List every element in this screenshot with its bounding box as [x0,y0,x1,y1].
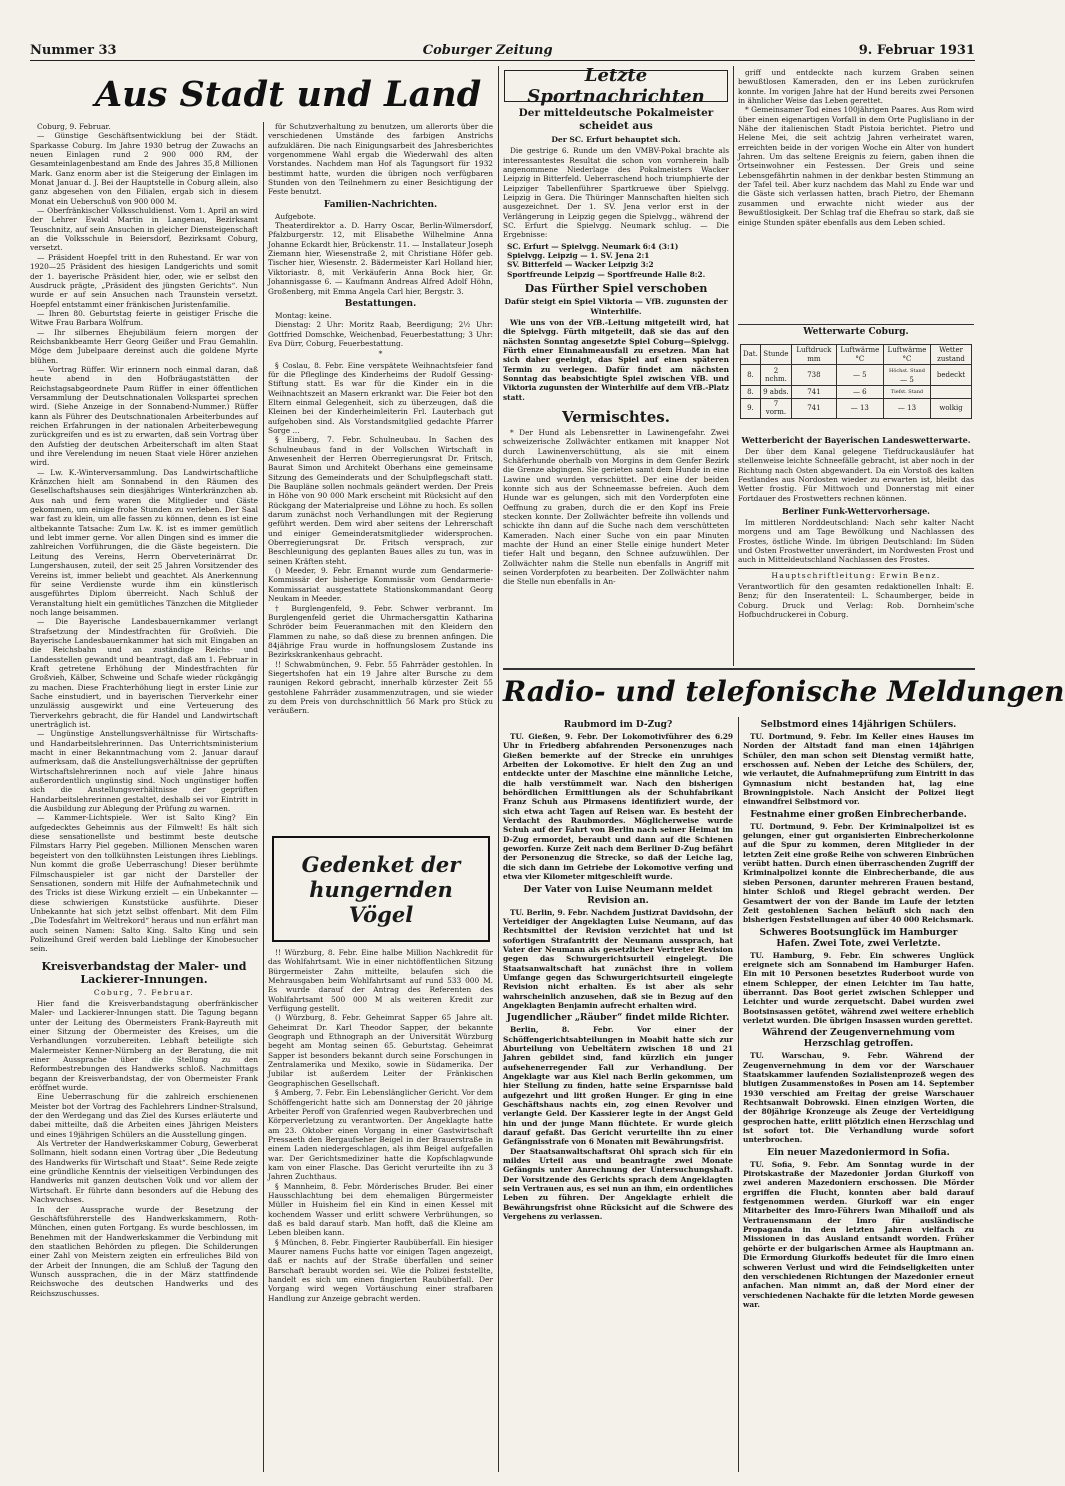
weather-table-header: Luftwärme °C [836,345,883,365]
news-item: !! Würzburg, 8. Febr. Eine halbe Million Nachkredit für das Wohlfahrtsamt. Wie in einer nichtöffentlichen Sitzung Bürgermeister Zahn mitteilte, belaufen sich die Mehrausgaben beim Wohlfahrtsamt auf rund 533 000 M. Es wurde darauf der Antrag des Referenten des Wohlfahrtsamt 500 000 M als weiteren Kredit zur Verfügung gestellt. [268,948,493,1014]
sport-headline: Der mitteldeutsche Pokalmeister scheidet aus [518,107,714,132]
masthead [30,40,975,58]
fuerth-text: Wie uns von der VfB.-Leitung mitgeteilt wird, hat die Spielvgg. Fürth mitgeteilt, daß sie das auf den nächsten Sonntag angesetzte Spiel Coburg—Spielvgg. Fürth einer Einnahmeausfall zu ersetzen. Man hat sich daher geeinigt, das Spiel auf einen späteren Termin zu verlegen. Dafür findet am nächsten Sonntag das beabsichtigte Spiel zwischen VfB. und Viktoria zugunsten der Winterhilfe auf dem VfB.-Platz statt. [503,317,729,402]
news-item: — Präsident Hoepfel tritt in den Ruhestand. Er war von 1920—25 Präsident des hiesigen Landgerichts und somit der 1. bayerische Präsident hier, oder, wie er selbst den Ausdruck prägte, „Präsident des jüngsten Gerichts“. Nun wurde er auf sein Ansuchen nach Traunstein versetzt. Hoepfel entstammt einer fränkischen Juristenfamilie. [30,252,258,309]
weather-table-cell: 2 nchm. [760,365,791,386]
news-item: () Würzburg, 8. Febr. Geheimrat Sapper 65 Jahre alt. Geheimrat Dr. Karl Theodor Sapper, der bekannte Geograph und Ethnograph an der Universität Würzburg begeht am Montag seinen 65. Geburtstag. Geheimrat Sapper ist besonders bekannt durch seine Forschungen in Zentralamerika und Mexiko, sowie in Südamerika. Der Jubilar ist außerdem Leiter der Fränkischen Geographischen Gesellschaft. [268,1013,493,1088]
news-item: — Ihren 80. Geburtstag feierte in geistiger Frische die Witwe Frau Barbara Wolfrum. [30,308,258,328]
weather-table-cell: bedeckt [931,365,972,386]
radio-headline: Schweres Bootsunglück im Hamburger Hafen. Zwei Tote, zwei Verletzte. [759,927,958,949]
radio-paragraph: TU. Sofia, 9. Febr. Am Sonntag wurde in der Pirotskastraße der Mazedonier Jordan Giurkoff von zwei anderen Mazedoniern erschossen. Die Mörder ergriffen die Flucht, konnten aber bald darauf festgenommen werden. Giurkoff war ein enger Mitarbeiter des Imro-Führers Iwan Mihailoff und als Vertrauensmann der Imro für ausländische Propaganda in den letzten Jahren vielfach zu Missionen in das Ausland entsandt worden. Früher gehörte er der bulgarischen Armee als Hauptmann an. Die Ermordung Giurkoffs bedeutet für die Imro einen schweren Verlust und wird die Feindseligkeiten unter den verschiedenen Richtungen der Mazedonier erneut anfachen. Man nimmt an, daß der Mord einer der verschiedenen Nachakte für die letzten Morde gewesen war. [743,1159,974,1309]
news-item: — Oberfränkischer Volksschuldienst. Vom 1. April an wird der Lehrer Ewald Martin in Langenau, Bezirksamt Teuschnitz, auf sein Ansuchen in gleicher Diensteigenschaft an die Volksschule in Beiersdorf, Bezirksamt Coburg, versetzt. [30,206,258,253]
radio-title: Radio- und telefonische Meldungen [503,675,1065,708]
radio-headline: Selbstmord eines 14jährigen Schülers. [760,720,957,730]
column-1 [30,122,258,1472]
news-item: § München, 8. Febr. Fingierter Raubüberfall. Ein hiesiger Maurer namens Fuchs hatte vor einigen Tagen angezeigt, daß er nachts auf der Straße überfallen und seiner Barschaft beraubt worden sei. Wie die Polizei feststellte, handelt es sich um einen fingierten Raubüberfall. Der Vorgang wird wegen Vortäuschung einer strafbaren Handlung zur Anzeige gebracht werden. [268,1237,493,1303]
wetterbericht-heading: Wetterbericht der Bayerischen Landeswetterwarte. [741,435,971,445]
news-item: () Meeder, 9. Febr. Ernannt wurde zum Gendarmerie-Kommissär der bisherige Kommissär vom Gendarmerie-Kommissariat ausgestattete Stationskommandant Georg Neukam in Meeder. [268,566,493,604]
imprint-line-2: Verantwortlich für den gesamten redaktionellen Inhalt: E. Benz; für den Inseratenteil: L. Schaumberger, beide in Coburg. Druck und Verlag: Rob. Dornheim'sche Hofbuchdruckerei in Coburg. [738,582,974,620]
bestattungen-heading: Bestattungen. [344,298,417,309]
weather-mini-label: Tiefst. Stand [890,389,924,395]
weather-table-cell [931,386,972,399]
article-paragraph: Als Vertreter der Handwerkskammer Coburg, Gewerberat Sollmann, hielt sodann einen Vortrag über „Die Bedeutung des Handwerks für Wirtschaft und Staat“. Seine Rede zeigte eine gründliche Kenntnis der vielseitigen Verbindungen des Handwerks mit ganzen deutschen Volk und vor allem der Wirtschaft. Er führte dann besonders auf die Hebung des Nachwuchses. [30,1139,258,1205]
weather-table-row [741,398,972,418]
weather-table-cell: 8. [741,365,761,386]
vermischtes-item: * Der Hund als Lebensretter in Lawinengefahr. Zwei schweizerische Zollwächter entkamen mit knapper Not durch Lawinenverschüttung, als sie mit einem Schäferhunde oberhalb von Morgins in dem Genfer Bezirk die Grenze abgingen. Sie gerieten samt dem Hunde in eine Lawine und wurden verschüttet. Der eine der beiden konnte sich aus der Schneemasse befreien. Auch dem Hunde war es gelungen, sich mit den Vorderpfoten eine Oeffnung zu graben, durch die er den Kopf ins Freie stecken konnte. Der Zollwächter befreite ihn vollends und schickte ihn dann auf die Suche nach dem verschütteten Kameraden. Nach einer Suche von ein paar Minuten machte der Hund an einer Stelle einige hundert Meter tiefer Halt und begann, den Schnee aufzuwühlen. Der Zollwächter nahm die Stelle nun ebenfalls in Angriff mit seinen Vorderpfoten zu bearbeiten. Der Zollwächter nahm die Stelle nun ebenfalls in An- [503,427,729,587]
funk-text: Im mittleren Norddeutschland: Nach sehr kalter Nacht morgens und am Tage Bewölkung und Nachlassen des Frostes, östliche Winde. Im übrigen Deutschland: Im Süden und Osten Frostwetter unverändert, im Nordwesten Frost und auch in Mitteldeutschland Nachlassen des Frostes. [738,518,974,565]
news-item: — Ihr silbernes Ehejubiläum feiern morgen der Reichsbankbeamte Herr Georg Geißer und Frau Gemahlin. Möge dem Jubelpaare dereinst auch die goldene Myrte blühen. [30,327,258,365]
sport-title-box [504,65,728,107]
column-rule [498,66,499,1472]
news-item: § Coslau, 8. Febr. Eine verspätete Weihnachtsfeier fand für die Pfleglinge des Kinderheims der Rudolf Gessing-Stiftung statt. Es war für die Kinder ein in die Weihnachtszeit an Masern erkrankt war. Die Feier bot den Eltern einmal Gelegenheit, sich zu überzeugen, daß die Kleinen bei der Kinderheimleiterin Frl. Lauterbach gut aufgehoben sind. Als Vorstandsmitglied gedachte Pfarrer Sorge ... [268,360,493,435]
header-rule [30,60,975,61]
imprint-line-1: Hauptschriftleitung: Erwin Benz. [771,570,941,580]
weather-table-cell [883,386,930,399]
news-item: — Ungünstige Anstellungsverhältnisse für Wirtschafts- und Handarbeitslehrerinnen. Das Unterrichtsministerium macht in einer Bekanntmachung vom 2. Januar darauf aufmerksam, daß die Anstellungsverhältnisse der geprüften Wirtschaftslehrerinnen noch auf viele Jahre hinaus außerordentlich ungünstig sind. Noch ungünstiger hoffen sich die Anstellungsverhältnisse der geprüften Handarbeitslehrerinnen gestaltet, deshalb sei vor Eintritt in die Ausbildung zur Ablegung der Prüfung zu warnen. [30,729,258,814]
rule [738,324,974,325]
sport-result-line: SV. Bitterfeld — Wacker Leipzig 3:2 [507,260,654,270]
weather-table-row [741,365,972,386]
news-item: § Amberg, 7. Febr. Ein Lebenslänglicher Gericht. Vor dem Schöffengericht hatte sich am Donnerstag der 20 jährige Arbeiter Peroff von Grafenried wegen Raubverbrechen und Körperverletzung zu verantworten. Der Angeklagte hatte am 23. Oktober einen Vorgang in einer Gastwirtschaft Pressaeth den Bergaufseher Beigel in der Brauerstraße in einem Laden niedergeschlagen, als ihm Beigel aufgefallen war. Der Gerichtsmediziner hatte die Kopfschlagwunde kam von einer Flasche. Das Gericht verurteilte ihn zu 3 Jahren Zuchthaus. [268,1088,493,1182]
news-item: § Einberg, 7. Febr. Schulneubau. In Sachen des Schulneubaus fand in der Vollschen Wirtschaft in Anwesenheit der Herren Oberregierungsrat Dr. Fritsch, Baurat Simon und Architekt Oberhans eine gemeinsame Sitzung des Gemeinderats und der Schulpflegschaft statt. Die Baupläne sollen nochmals geändert werden. Der Preis in Höhe von 90 000 Mark erscheint mit Rücksicht auf den Rückgang der Materialpreise und Löhne zu hoch. Es sollen darum zunächst noch Verhandlungen mit der Regierung geführt werden. Dem wird aber seitens der Lehrerschaft und einiger Gemeinderatsmitglieder widersprochen. Oberregierungsrat Dr. Fritsch versprach, zur Beschleunigung des geplanten Baues alles zu tun, was in seinen Kräften steht. [268,435,493,566]
radio-headline: Festnahme einer großen Einbrecherbande. [750,809,967,820]
radio-headline: Während der Zeugenvernehmung vom Herzschlag getroffen. [762,1028,955,1050]
fuerth-subhead: Dafür steigt ein Spiel Viktoria — VfB. zugunsten der Winterhilfe. [504,297,728,316]
weather-table-cell: — 13 [883,398,930,418]
wetterbericht-text: Der über dem Kanal gelegene Tiefdruckausläufer hat stellenweise leichte Schneefälle gebracht, ist aber noch in der Richtung nach Osten abgewandert. Da ein Vorstoß des kalten Festlandes aus Nordosten wieder zu erwarten ist, bleibt das Wetter frostig. Für Mittwoch und Donnerstag mit einer Fortdauer des Frostwetters rechnen können. [738,447,974,503]
section-title-aus-stadt-und-land: Aus Stadt und Land [95,74,482,115]
weather-table-cell: — 13 [836,398,883,418]
radio-paragraph: TU. Warschau, 9. Febr. Während der Zeugenvernehmung in dem vor der Warschauer Staatskammer laufenden Sozialistenprozeß wegen des blutigen Zusammenstoßes in Posen am 14. September 1930 verschied am Freitag der greise Warschauer Rechtsanwalt Dobrowski. Einen einzigen Worten, die der 80jährige Kronzeuge als Zeuge der Verteidigung gesprochen hatte, erlitt plötzlich einen Herzschlag und ist sofort tot. Die Verhandlung wurde sofort unterbrochen. [743,1051,974,1145]
newspaper-name: Coburger Zeitung [422,43,553,58]
weather-table-cell: 9. [741,398,761,418]
weather-table-cell: 741 [792,386,837,399]
divider-star: * [378,349,383,359]
news-item: — Lw. K.-Winterversammlung. Das Landwirtschaftliche Kränzchen hielt am Sonnabend in den Räumen des Gesellschaftshauses sein diesjähriges Winterkränzchen ab. Aus nah und fern waren die Mitglieder und Gäste gekommen, um einige frohe Stunden zu verleben. Der Saal war fast zu klein, um alle fassen zu können, denn es ist eine altbekannte Tatsache: Zum Lw. K. ist es immer gemütlich und lebt immer gerne. Vor allen Dingen sind es immer die zahlreichen Vorführungen, die die Gäste begeistern. Die Leitung des Vereins, Herrn Oberveterinärrat Dr. Lungershausen, zuteil, der seit 25 Jahren Vorsitzender des Vereins ist, immer beliebt und geachtet. Als Anerkennung für seine Verdienste wurde ihm ein künstlerisch ausgeführtes Diplom überreicht. Nach Schluß der Veranstaltung hielt ein gemütliches Tänzchen die Mitglieder noch lange beisammen. [30,467,258,617]
familien-heading: Familien-Nachrichten. [323,199,438,210]
radio-paragraph: Berlin, 8. Febr. Vor einer der Schöffengerichtsabteilungen in Moabit hatte sich zur Aburteilung von Uebeltätern zwischen 18 und 21 Jahren gebildet sind, fand kürzlich ein junger aufsehenerregender Fall zur Verhandlung. Der Angeklagte war aus Kiel nach Berlin gekommen, um hier Stellung zu finden, hatte seine Ersparnisse bald aufgezehrt und litt großen Hunger. Er ging in eine Geschäftshaus nachts ein, zog einen Revolver und verlangte Geld. Der Kassierer legte in der Angst Geld hin und der junge Mann flüchtete. Er wurde gleich darauf gefaßt. Das Gericht verurteilte ihn zu einer Gefängnisstrafe von 6 Monaten mit Bewährungsfrist. [503,1025,733,1147]
article-paragraph: In der Aussprache wurde der Besetzung der Geschäftsführerstelle des Handwerkskammern, Roth-München, einen guten Fortgang. Es wurde beschlossen, im Benehmen mit der Handwerkskammer die Verbindung mit den staatlichen Behörden zu pflegen. Die Schilderungen einer Zahl von Meistern zeigten ein erfreuliches Bild von der Arbeit der Innungen, die am Schluß der Tagung den Wunsch aussprachen, die in der März stattfindende Reichswoche des deutschen Handwerks und des Reichszuschusses. [30,1204,258,1298]
radio-headline: Ein neuer Mazedoniermord in Sofia. [767,1147,950,1158]
weather-table-cell: 738 [792,365,837,386]
fuerth-headline: Das Fürther Spiel verschoben [524,282,708,296]
weather-table-cell: wolkig [931,398,972,418]
kreis-dateline: Coburg, 7. Februar. [93,987,195,997]
sport-result-line: Spielvgg. Leipzig — 1. SV. Jena 2:1 [507,251,650,261]
column-rule [263,122,264,1472]
weather-table-cell: 741 [792,398,837,418]
radio-paragraph: TU. Hamburg, 9. Febr. Ein schweres Unglück ereignete sich am Sonnabend im Hamburger Hafen. Ein mit 10 Personen besetztes Ruderboot wurde von einem Schlepper, der einen Leichter im Tau hatte, überrannt. Das Boot geriet zwischen Schlepper und Leichter und wurde zerquetscht. Dabei wurden zwei Bootsinsassen getötet, während zwei weitere erheblich verletzt wurden. Die übrigen Insassen wurden gerettet. [743,950,974,1025]
weather-table-row [741,386,972,399]
ad-line-2: hungernden Vögel [309,876,453,927]
sport-paragraph: Die gestrige 6. Runde um den VMBV-Pokal brachte als interessantestes Resultat die schon von vornherein halb angenommene Niederlage des Pokalmeisters Wacker Leipzig in Bitterfeld. Ueberraschend hoch triumphierte der Leipziger Tabellenführer Spartkruewe über Spielvgg. Leipzig in Gera. Die Thüringer Mannschaften hielten sich ausgezeichnet. Der 1. SV. Jena verlor erst in der Verlängerung in Leipzig gegen die Spielvgg., während der SC. Erfurt die Spielvgg. Neumark schlug. — Die Ergebnisse: [503,146,729,240]
news-item: !! Schwabmünchen, 9. Febr. 55 Fahrräder gestohlen. In Siegertshofen hat ein 19 Jahre alter Bursche zu dem raunigen Rekord gebracht, innerhalb kürzester Zeit 55 gestohlene Fahrräder zusammenzutragen, und sie wieder zu dem Preis von durchschnittlich 56 Mark pro Stück zu veräußern. [268,659,493,716]
wetterwarte-heading-wrap [738,327,974,341]
vermischtes-heading: Vermischtes. [562,407,670,426]
kreis-headline: Kreisverbandstag der Maler- und Lackierer-Innungen. [41,959,247,986]
column-2-top [268,122,493,830]
radio-column-2 [743,717,974,1472]
ad-line-1: Gedenket der [301,851,461,877]
weather-table-cell [883,365,930,386]
sport-title: Letzte Sportnachrichten [527,65,705,107]
weather-table-cell: — 6 [836,386,883,399]
bestattungen-entry: Montag: keine. [275,310,332,320]
rule [503,668,975,670]
column-4-top [738,68,974,318]
column-rule [738,717,739,1472]
funk-heading: Berliner Funk-Wettervorhersage. [782,506,930,517]
column-2-bottom [268,948,493,1472]
weather-table-header: Wetter zustand [931,345,972,365]
news-item: * Gemeinsamer Tod eines 100jährigen Paares. Aus Rom wird über einen eigenartigen Vorfall in dem Orte Puglisliano in der Nähe der italienischen Stadt Pistoia berichtet. Pietro und Helene Mei, die seit achtzig Jahren verheiratet waren, erreichten beide in der vorigen Woche ein Alter von hundert Jahren. Um das seltene Ereignis zu feiern, gaben ihnen die Ortseinwohner ein Festessen. Der Greis und seine Lebensgefährtin nahmen in der denkbar besten Stimmung an der Tafel teil. Aber kurz nachdem das Mahl zu Ende war und die Gäste sich verlassen hatten, brach Pietro, der Ehemann zusammen und erwachte nicht wieder aus der Bewußtlosigkeit. Der Schlag traf die Ehefrau so stark, daß sie einige Stunden später ebenfalls aus dem Leben schied. [738,105,974,227]
radio-paragraph: TU. Dortmund, 9. Febr. Im Keller eines Hauses im Norden der Altstadt fand man einen 14jährigen Schüler, den man schon seit Dienstag vermißt hatte, erschossen auf. Neben der Leiche des Schülers, der, wie verlautet, die Aufnahmeprüfung zum Eintritt in das Gymnasium nicht bestanden hat, lag eine Browningpistole. Nach Ansicht der Polizei liegt einwandfrei Selbstmord vor. [743,732,974,807]
weather-table-header: Luftdruck mm [792,345,837,365]
news-item: griff und entdeckte nach kurzem Graben seinen bewußtlosen Kameraden, den er ins Leben zurückrufen konnte. Im vorigen Jahre hat der Hund bereits zwei Personen in ähnlicher Weise das Leben gerettet. [738,68,974,106]
weather-table-header: Stunde [760,345,791,365]
weather-mini-label: Höchst. Stand [888,368,925,374]
article-paragraph: für Schutzverhaltung zu benutzen, um allerorts über die verschiedenen Umstände des farbigen Anstrichs aufzuklären. Die nach Einigungsarbeit des Jahresberichtes vorgenommene Wahl ergab die Wiederwahl des alten Vorstandes. Nachdem man Hof als Tagungsort für 1932 bestimmt hatte, wurden die übrigen noch verfügbaren Stunden von den Teilnehmern zu einer Besichtigung der Feste benutzt. [268,122,493,197]
article-paragraph: Hier fand die Kreisverbandstagung oberfränkischer Maler- und Lackierer-Innungen statt. Die Tagung begann unter der Leitung des Obermeisters Frank-Bayreuth mit einer Sitzung der Obermeister des Kreises, um die Verhandlungen vorzubereiten. Lebhaft beteiligte sich Malermeister Kenner-Nürnberg an der Beratung, die mit einer Aussprache über die Stellung zu den Reformbestrebungen des Handwerks schloß. Nachmittags begann der Kreisverbandstag, der von Obermeister Frank eröffnet wurde. [30,998,258,1093]
sport-results [507,242,729,279]
news-item: — Die Bayerische Landesbauernkammer verlangt Strafsetzung der Mindestfrachten für Großvieh. Die Bayerische Landesbauernkammer hat sich mit Eingaben an die Reichsbahn und an zuständige Reichs- und Landesstellen gewandt und beantragt, daß am 1. Februar in Kraft getretene Erhöhung der Mindestfrachten für Großvieh, Kälber, Schweine und Schafe wieder rückgängig zu machen. Diese Frachterhöhung liegt in erster Linie zur Sache einstudiert, und in bayerischen Tierverkehr einer unzulässig ausgewirkt und eine Verteuerung des Tierverkehrs gebracht, die für Handel und Landwirtschaft unerträglich ist. [30,617,258,729]
wetterwarte-heading: Wetterwarte Coburg. [803,327,909,337]
sport-result-line: SC. Erfurt — Spielvgg. Neumark 6:4 (3:1) [507,241,679,251]
sport-result-line: Sportfreunde Leipzig — Sportfreunde Halle 8:2. [507,269,706,279]
weather-table [740,344,972,419]
sport-subhead: Der SC. Erfurt behauptet sich. [551,135,681,144]
news-item: † Burglengenfeld, 9. Febr. Schwer verbrannt. Im Burglengenfeld geriet die Uhrmachersgattin Katharina Schröder beim Feueranmachen mit den Kleidern den Flammen zu nahe, so daß diese zu brennen anfingen. Die 84jährige Frau wurde in hoffnungslosem Zustande ins Bezirkskrankenhaus gebracht. [268,603,493,660]
news-item: § Mannheim, 8. Febr. Mörderisches Bruder. Bei einer Hausschlachtung bei dem ehemaligen Bürgermeister Müller in Huisheim fiel ein Kind in einen Kessel mit kochendem Wasser und erlitt schwere Verbrühungen, so daß es bald darauf starb. Man hofft, daß die Kleine am Leben bleiben kann. [268,1181,493,1238]
familien-entry: Aufgebote. [275,211,316,221]
weather-table-header: Luftwärme °C [883,345,930,365]
news-item: — Vortrag Rüffer. Wir erinnern noch einmal daran, daß heute abend in den Hofbräugaststätten der Reichstagsabgeordnete Paum Rüffer in einer öffentlichen Versammlung der Deutschnationalen Volkspartei sprechen wird. (Siehe Anzeige in der Sonnabend-Nummer.) Rüffer kann als Führer des Deutschnationalen Arbeiterbundes auf reichen Erfahrungen in der nationalen Arbeiterbewegung zurückgreifen und es ist zu erwarten, daß sein Vortrag über den Aufstieg der deutschen Arbeiterschaft im alten Staat und ihre Verelendung im neuen Staat viele Hörer anziehen wird. [30,364,258,468]
news-item: Coburg, 9. Februar. [37,122,111,131]
weather-table-cell: 8. [741,386,761,399]
column-rule [733,66,734,666]
news-item: — Kammer-Lichtspiele. Wer ist Salto King? Ein aufgedecktes Geheimnis aus der Filmwelt! Es hält sich diese sensationellste und bestimmt beste deutsche Filmstars Harry Piel gegeben. Millionen Menschen waren begeistert von den tollkühnsten Leistungen ihres Lieblings. Nun kommt die große Ueberraschung! Dieser berühmte Filmschauspieler ist gar nicht der Darsteller der Sensationen, sondern mit Hilfe der Aufnahmetechnik und des Tricks ist diese Wirkung erzielt — ein Unbekannter — diese schwierigen Kunststücke ausführte. Dieser Unbekannte hat sich jetzt selbst offenbart. Mit dem Film „Die Todesfahrt im Weltrekord“ heraus und nun erfährt man auch seinen Namen: Salto King. Salto King und sein Polizeihund Greif werden bald Lieblinge der Kinobesucher sein. [30,813,258,954]
radio-headline: Jugendlicher „Räuber“ findet milde Richter. [506,1013,730,1024]
article-paragraph: Eine Ueberraschung für die zahlreich erschienenen Meister bot der Vortrag des Fachlehrers Lindner-Stralsund, der den Werdegang und das Ziel des Kurses erläuterte und dabei mitteilte, daß die Arbeiten eines Jährigen Meisters und eines 19jährigen Schülers an die Ausstellung gingen. [30,1092,258,1139]
column-4-weather [738,432,974,667]
radio-paragraph: TU. Dortmund, 9. Febr. Der Kriminalpolizei ist es gelungen, einer gut organisierten Einbrecherkolonne auf die Spur zu kommen, deren Mitglieder in der letzten Zeit eine große Reihe von schweren Einbrüchen verübt hatten. Durch einen überraschenden Zugriff der Kriminalpolizei konnte die Einbrecherbande, die aus sieben Personen, darunter mehreren Frauen bestand, hinter Schloß und Riegel gebracht werden. Der Gesamtwert der von der Bande im Laufe der letzten Zeit gestohlenen Sachen beläuft sich nach den bisherigen Feststellungen auf über 40 000 Reichsmark. [743,821,974,925]
ad-gedenket-der-hungernden-voegel [272,836,490,942]
issue-number: Nummer 33 [30,43,117,58]
news-item: — Günstige Geschäftsentwicklung bei der Städt. Sparkasse Coburg. Im Jahre 1930 betrug der Zuwachs an neuen Einlagen rund 2 900 000 RM, der Gesamteinlagenbestand am Ende des Jahres 35,8 Millionen Mark. Ganz enorm aber ist die Steigerung der Einlagen im Monat Januar d. J. Bei der Hauptstelle in Coburg allein, also ganz abgesehen von den Filialen, ergab sich in diesem Monat ein Ueberschuß von 900 000 M. [30,131,258,206]
weather-table-cell: 7 vorm. [760,398,791,418]
bestattungen-entry: Dienstag: 2 Uhr: Moritz Raab, Beerdigung; 2½ Uhr: Gottfried Domschke, Weichenbad, Feuerbestattung; 3 Uhr: Eva Dürr, Coburg, Feuerbestattung. [268,320,493,348]
radio-headline: Raubmord im D-Zug? [563,720,673,730]
familien-entry: Theaterdirektor a. D. Harry Oscar, Berlin-Wilmersdorf, Pfalzburgerstr. 12, mit Elisabethe Wilhelmine Anna Johanne Eckardt hier, Brückenstr. 11. — Installateur Joseph Ziemann hier, Wiesenstraße 2, mit Christiane Höfer geb. Tischer hier, Wiesenstr. 2. Bädermeister Karl Holland hier, Viktoriastr. 8, mit Verkäuferin Anna Bock hier, Gr. Johannisgasse 6. — Kaufmann Andreas Alfred Adolf Höhn, Großenberg, mit Emma Angela Carl hier, Bergstr. 3. [268,221,493,296]
issue-date: 9. Februar 1931 [858,43,975,58]
radio-column-1 [503,717,733,1472]
radio-paragraph: TU. Gießen, 9. Febr. Der Lokomotivführer des 6.29 Uhr in Friedberg abfahrenden Personenzuges nach Gießen bemerkte auf der Strecke ein unruhiges Arbeiten der Lokomotive. Er hielt den Zug an und entdeckte unter der Maschine eine männliche Leiche, die halb verstümmelt war. Nach den bisherigen behördlichen Ermittlungen als der Schuhfabrikant Franz Schuh aus Pirmasens identifiziert wurde, der sich etwa acht Tagen auf Reisen war. Es besteht der Verdacht des Raubmordes. Möglicherweise wurde Schuh auf der Fahrt von Berlin nach seiner Heimat im D-Zug ermordet, beraubt und dann auf die Schienen geworfen. Kurze Zeit nach dem Berliner D-Zug befährt der Personenzug die Strecke, so daß der Leiche lag, die sich dann im Getriebe der Lokomotive verfing und etwa vier Kilometer mitgeschleift wurde. [503,732,733,882]
weather-table-cell: 9 abds. [760,386,791,399]
radio-headline: Der Vater von Luise Neumann meldet Revision an. [523,884,713,906]
radio-paragraph: TU. Berlin, 9. Febr. Nachdem Justizrat Davidsohn, der Verteidiger der Angeklagten Luise Neumann, auf das Rechtsmittel der Revision verzichtet hat und ist sofortigen Strafantritt der Neumann aussprach, hat Vater der Neumann als gesetzlicher Vertreter Revision gegen das Schwurgerichtsurteil eingelegt. Die Staatsanwaltschaft hat zunächst ihre in vollem Umfange gegen das Schwurgerichtsurteil eingelegte Revision nicht erhalten. Es ist aber als sehr wahrscheinlich anzusehen, daß sie in Bezug auf den Angeklagten Benjamin aufrecht erhalten wird. [503,907,733,1010]
weather-table-value: — 5 [900,375,914,384]
weather-table-header: Dat. [741,345,761,365]
radio-paragraph: Der Staatsanwaltschaftsrat Ohl sprach sich für ein mildes Urteil aus und beantragte zwei Monate Gefängnis unter Anrechnung der Untersuchungshaft. Der Vorsitzende des Gerichts sprach dem Angeklagten sein Vertrauen aus, es sei nun an ihm, ein ordentliches Leben zu führen. Der Angeklagte erhielt die Bewährungsfrist ohne Rücksicht auf die Schwere des Vergehens zu verlassen. [503,1146,733,1222]
column-3-top [503,104,729,652]
weather-table-cell: — 5 [836,365,883,386]
